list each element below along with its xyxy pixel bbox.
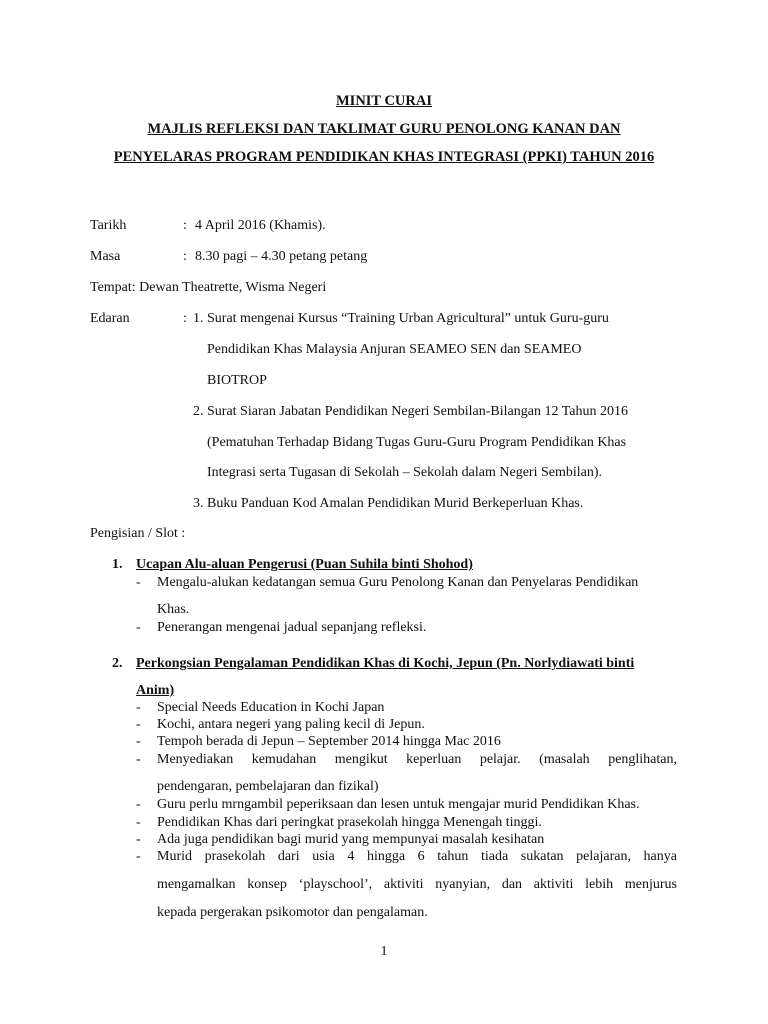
bullet-text: Murid prasekolah dari usia 4 hingga 6 tahun tiada sukatan pelajaran, hanya bbox=[157, 849, 677, 864]
section-number: 1. bbox=[112, 557, 123, 572]
bullet-text: Ada juga pendidikan bagi murid yang mempunyai masalah kesihatan bbox=[157, 832, 545, 847]
bullet-dash: - bbox=[136, 832, 141, 847]
section-number: 2. bbox=[112, 656, 123, 671]
section-heading-continued: Anim) bbox=[136, 683, 175, 698]
bullet-text: Pendidikan Khas dari peringkat prasekolah hingga Menengah tinggi. bbox=[157, 815, 542, 830]
edaran-item-text: Buku Panduan Kod Amalan Pendidikan Murid Berkeperluan Khas. bbox=[207, 496, 584, 511]
bullet-text: Penerangan mengenai jadual sepanjang refleksi. bbox=[157, 620, 427, 635]
masa-label: Masa bbox=[90, 249, 121, 264]
bullet-text: Tempoh berada di Jepun – September 2014 hingga Mac 2016 bbox=[157, 734, 501, 749]
bullet-dash: - bbox=[136, 797, 141, 812]
bullet-dash: - bbox=[136, 575, 141, 590]
bullet-text: Special Needs Education in Kochi Japan bbox=[157, 700, 385, 715]
edaran-item-text: Pendidikan Khas Malaysia Anjuran SEAMEO SEN dan SEAMEO bbox=[207, 342, 582, 357]
masa-colon: : bbox=[183, 249, 187, 264]
bullet-dash: - bbox=[136, 700, 141, 715]
edaran-item-number: 3. bbox=[193, 496, 204, 511]
bullet-text: Kochi, antara negeri yang paling kecil di Jepun. bbox=[157, 717, 425, 732]
tarikh-label: Tarikh bbox=[90, 218, 127, 233]
section-heading: Ucapan Alu-aluan Pengerusi (Puan Suhila binti Shohod) bbox=[136, 557, 473, 572]
tarikh-value: 4 April 2016 (Khamis). bbox=[195, 218, 326, 233]
bullet-text: Menyediakan kemudahan mengikut keperluan pelajar. (masalah penglihatan, bbox=[157, 752, 677, 767]
bullet-dash: - bbox=[136, 620, 141, 635]
edaran-item-number: 1. bbox=[193, 311, 204, 326]
edaran-colon: : bbox=[183, 311, 187, 326]
bullet-dash: - bbox=[136, 734, 141, 749]
pengisian-label: Pengisian / Slot : bbox=[90, 526, 186, 541]
document-subtitle-line-1: MAJLIS REFLEKSI DAN TAKLIMAT GURU PENOLONG KANAN DAN bbox=[147, 121, 621, 137]
edaran-label: Edaran bbox=[90, 311, 130, 326]
document-title: MINIT CURAI bbox=[335, 93, 432, 109]
tempat-line: Tempat: Dewan Theatrette, Wisma Negeri bbox=[90, 280, 327, 295]
masa-value: 8.30 pagi – 4.30 petang petang bbox=[195, 249, 368, 264]
bullet-dash: - bbox=[136, 815, 141, 830]
tarikh-colon: : bbox=[183, 218, 187, 233]
edaran-item-text: Surat mengenai Kursus “Training Urban Agricultural” untuk Guru-guru bbox=[207, 311, 609, 326]
edaran-item-text: (Pematuhan Terhadap Bidang Tugas Guru-Guru Program Pendidikan Khas bbox=[207, 435, 627, 450]
bullet-text-continued: kepada pergerakan psikomotor dan pengalaman. bbox=[157, 905, 428, 920]
bullet-text-continued: Khas. bbox=[157, 602, 190, 617]
edaran-item-text: BIOTROP bbox=[207, 373, 267, 388]
section-heading: Perkongsian Pengalaman Pendidikan Khas di Kochi, Jepun (Pn. Norlydiawati binti bbox=[136, 656, 635, 671]
edaran-item-number: 2. bbox=[193, 404, 204, 419]
bullet-dash: - bbox=[136, 717, 141, 732]
edaran-item-text: Integrasi serta Tugasan di Sekolah – Sekolah dalam Negeri Sembilan). bbox=[207, 465, 603, 480]
document-subtitle-line-2: PENYELARAS PROGRAM PENDIDIKAN KHAS INTEGRASI (PPKI) TAHUN 2016 bbox=[113, 149, 655, 165]
bullet-dash: - bbox=[136, 849, 141, 864]
bullet-text: Guru perlu mrngambil peperiksaan dan lesen untuk mengajar murid Pendidikan Khas. bbox=[157, 797, 640, 812]
bullet-dash: - bbox=[136, 752, 141, 767]
page-number: 1 bbox=[380, 944, 388, 959]
bullet-text-continued: mengamalkan konsep ‘playschool’, aktiviti nyanyian, dan aktiviti lebih menjurus bbox=[157, 877, 677, 892]
bullet-text-continued: pendengaran, pembelajaran dan fizikal) bbox=[157, 779, 379, 794]
edaran-item-text: Surat Siaran Jabatan Pendidikan Negeri Sembilan-Bilangan 12 Tahun 2016 bbox=[207, 404, 629, 419]
bullet-text: Mengalu-alukan kedatangan semua Guru Penolong Kanan dan Penyelaras Pendidikan bbox=[157, 575, 639, 590]
